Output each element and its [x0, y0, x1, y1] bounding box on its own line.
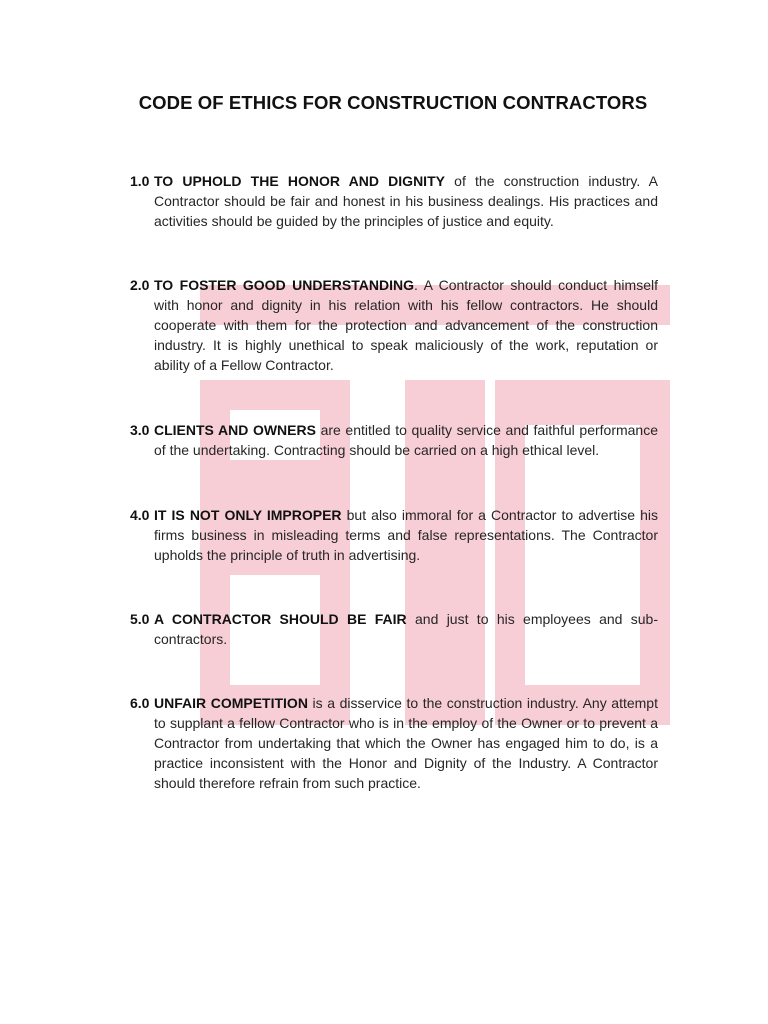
section-item: [130, 171, 658, 231]
section-heading: IT IS NOT ONLY IMPROPER: [154, 507, 342, 523]
ethics-sections: [130, 171, 658, 793]
section-text: are entitled to quality service and faithful performance of the undertaking. Contracting should be carried on a high ethical level.: [154, 422, 659, 458]
section-item: [130, 693, 658, 793]
section-text: but also immoral for a Contractor to advertise his firms business in misleading terms and false representations. The Contractor upholds the principle of truth in advertising.: [154, 507, 658, 563]
section-heading: TO FOSTER GOOD UNDERSTANDING: [154, 277, 414, 293]
section-item: [130, 505, 658, 565]
section-body: [154, 420, 658, 460]
section-item: [130, 609, 658, 649]
section-body: [154, 693, 658, 793]
page-title: CODE OF ETHICS FOR CONSTRUCTION CONTRACTORS: [138, 92, 648, 113]
section-body: [154, 171, 658, 231]
section-heading: TO UPHOLD THE HONOR AND DIGNITY: [154, 173, 445, 189]
section-number: 5.0: [130, 611, 150, 627]
section-number: 3.0: [130, 422, 150, 438]
section-item: [130, 420, 658, 460]
section-body: [154, 609, 658, 649]
section-text: of the construction industry. A Contractor should be fair and honest in his business dealings. His practices and activities should be guided by the principles of justice and equity.: [154, 173, 658, 229]
section-heading: UNFAIR COMPETITION: [154, 695, 308, 711]
section-number: 2.0: [130, 277, 150, 293]
section-body: [154, 275, 658, 375]
section-text: and just to his employees and sub-contractors.: [154, 611, 659, 647]
section-text: is a disservice to the construction industry. Any attempt to supplant a fellow Contractor who is in the employ of the Owner or to prevent a Contractor from undertaking that which the Owner has engaged him to do, is a practice inconsistent with the Honor and Dignity of the Industry. A Contractor should therefore refrain from such practice.: [154, 695, 658, 791]
section-item: [130, 275, 658, 375]
section-text: . A Contractor should conduct himself with honor and dignity in his relation with his fellow contractors. He should cooperate with them for the protection and advancement of the construction industry. It is highly unethical to speak maliciously of the work, reputation or ability of a Fellow Contractor.: [154, 277, 658, 373]
section-body: [154, 505, 658, 565]
section-heading: A CONTRACTOR SHOULD BE FAIR: [154, 611, 407, 627]
section-number: 1.0: [130, 173, 150, 189]
section-number: 6.0: [130, 695, 150, 711]
section-number: 4.0: [130, 507, 150, 523]
section-heading: CLIENTS AND OWNERS: [154, 422, 316, 438]
